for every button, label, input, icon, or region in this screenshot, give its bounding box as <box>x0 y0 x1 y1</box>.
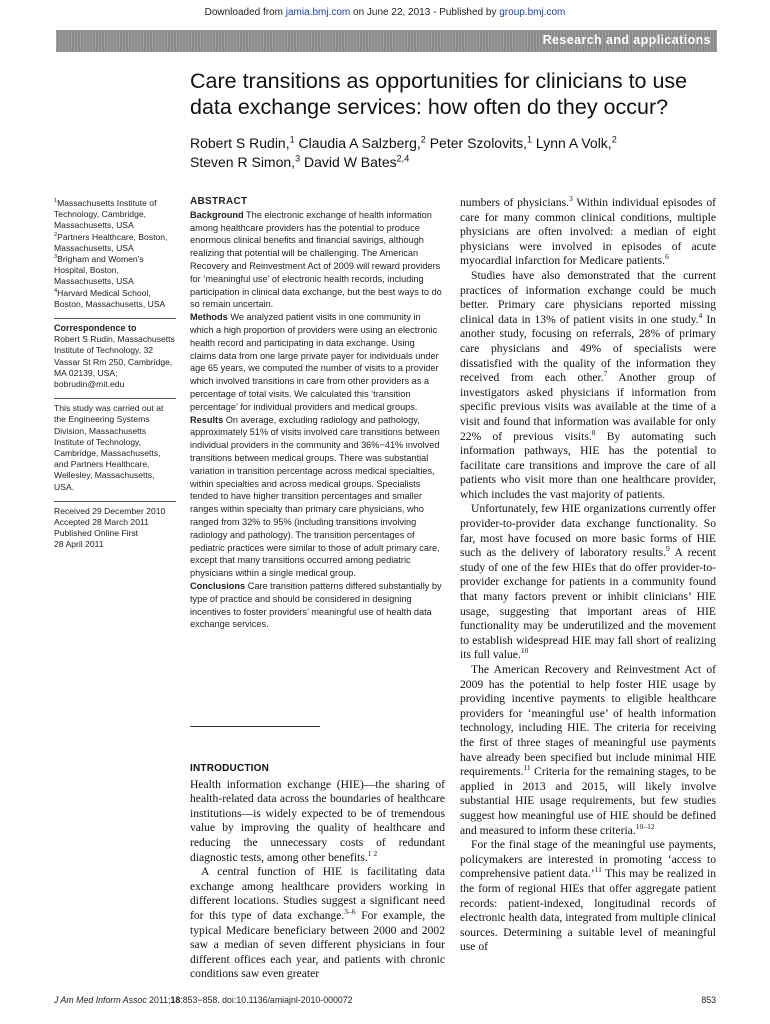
download-bar <box>0 7 770 18</box>
author-affil: 2 <box>420 134 426 145</box>
journal-pages-doi: :853−858. doi:10.1136/amiajnl-2010-000072 <box>180 995 353 1005</box>
correspondence-text: Robert S Rudin, Massachusetts Institute of Technology, 32 Vassar St Rm 250, Cambridge, MA 02139, USA; bobrudin@mit.edu <box>54 334 175 390</box>
affiliation: $^3$Brigham and Women's Hospital, Boston, Massachusetts, USA <box>54 254 144 287</box>
author-name: Lynn A Volk, <box>532 135 612 151</box>
author-line-1 <box>190 134 730 153</box>
author-name: Robert S Rudin, <box>190 135 290 151</box>
introduction-heading: INTRODUCTION <box>190 763 270 774</box>
study-note-block <box>54 398 176 493</box>
date-received: Received 29 December 2010 <box>54 505 166 516</box>
intro-paragraph: A central function of HIE is facilitating data exchange among healthcare providers working in different locations. Studies suggest a significant need for this type of data exchange.$^{3-6}$ For example, the typical Medicare beneficiary between 2000 and 2002 saw a median of seven different physicians in four different offices each year, and patients with chronic conditions saw even greater <box>190 865 446 981</box>
author-affil: 1 <box>526 134 533 145</box>
abstract-methods: Methods We analyzed patient visits in one community in which a high proportion of providers were using an electronic health record and participating in data exchange. Using claims data from one large private payer for individuals under age 65 years, we computed the number of visits to a provider which involved transitions in care from other providers as a percentage of total visits. We calculated this ‘transition percentage’ for individual providers and medical groups. <box>190 312 439 412</box>
body-paragraph: Unfortunately, few HIE organizations currently offer provider-to-provider data exchange functionality. So far, most have focused on more basic forms of HIE such as the delivery of laboratory results.$^9$ A recent study of one of the few HIEs that do offer provider-to-provider exchange for patients in a community found that many factors prevent or inhibit clinicians’ HIE usage, suggesting that important areas of HIE functionality may be underutilized and the movement to establish widespread HIE may fall short of realizing its full value.$^{10}$ <box>460 502 716 662</box>
abstract-heading: ABSTRACT <box>190 196 248 207</box>
author-affil: 2,4 <box>396 153 410 164</box>
date-accepted: Accepted 28 March 2011 <box>54 517 149 528</box>
section-band <box>56 30 717 52</box>
abstract <box>190 196 443 631</box>
abstract-conclusions: Conclusions Care transition patterns differed substantially by type of practice and should be considered in designing incentives to foster providers’ meaningful use of health data exchange services. <box>190 580 442 630</box>
body-paragraph: Studies have also demonstrated that the current practices of information exchange could be much better. Primary care physicians reported missing clinical data in 13% of patient visits in one study.$^4$ In another study, focusing on referrals, 28% of primary care physicians and 49% of specialists were dissatisfied with the quality of the information they received from each other.$^7$ Another group of investigators asked physicians if information from specific previous visits was available at the time of a visit and found that information was available for only 22% of previous visits.$^8$ By automating such information pathways, HIE has the potential to facilitate care transitions and improve the care of all patients who visit more than one healthcare provider, which includes the vast majority of patients. <box>460 268 716 501</box>
body-paragraph: For the final stage of the meaningful use payments, policymakers are interested in promoting ‘access to comprehensive patient data.’$^{11}$ This may be realized in the form of regional HIEs that offer aggregate patient records: patient-indexed, longitudinal records of electronic health data, integrated from multiple clinical sources. Determining a suitable level of meaningful use of <box>460 838 716 954</box>
abstract-results: Results On average, excluding radiology and pathology, approximately 51% of visits involved care transitions between individual providers in the community and 36%−41% involved transitions between medical groups. There was substantial variation in transition percentage across medical specialties, within specialties and across medical groups. Specialists tended to have higher transition percentages and smaller ranges within specialty than primary care physicians, who ranged from 32% to 95% (including transitions involving radiology and pathology). The transition percentages of pediatric practices were similar to those of adult primary care, except that many transitions occurred among pediatric physicians within a single medical group. <box>190 414 440 579</box>
publisher-link[interactable]: group.bmj.com <box>499 7 566 18</box>
dates-block <box>54 501 176 551</box>
author-affil: 2 <box>611 134 617 145</box>
abstract-divider <box>190 726 320 727</box>
journal-volume: 18 <box>170 995 181 1005</box>
affiliation: $^1$Massachusetts Institute of Technology, Cambridge, Massachusetts, USA <box>54 198 157 231</box>
date-published-label: Published Online First <box>54 528 139 539</box>
citation-footer: J Am Med Inform Assoc 2011;18:853−858. doi:10.1136/amiajnl-2010-000072 <box>54 995 353 1005</box>
affiliations-sidebar <box>54 198 176 551</box>
correspondence-heading: Correspondence to <box>54 323 137 334</box>
author-line-2 <box>190 153 730 172</box>
correspondence-block <box>54 318 176 390</box>
author-list <box>190 134 730 172</box>
author-name: David W Bates <box>300 154 397 170</box>
download-middle: on June 22, 2013 - Published by <box>350 7 500 18</box>
author-name: Peter Szolovits, <box>425 135 527 151</box>
download-prefix: Downloaded from <box>204 7 286 18</box>
article-title: Care transitions as opportunities for clinicians to use data exchange services: how often do they occur? <box>190 69 688 119</box>
author-name: Steven R Simon, <box>190 154 296 170</box>
body-right-column <box>460 196 716 955</box>
page-number: 853 <box>701 995 716 1005</box>
source-link[interactable]: jamia.bmj.com <box>285 7 351 18</box>
body-paragraph: The American Recovery and Reinvestment Act of 2009 has the potential to help foster HIE usage by providing incentive payments to eligible healthcare providers for ‘meaningful use’ of health information technology, including HIE. The criteria for receiving the first of three stages of meaningful use payments have already been specified but include minimal HIE requirements.$^{11}$ Criteria for the remaining stages, to be applied in 2013 and 2015, will likely involve substantial HIE usage requirements, but few studies suggest how meaningful use of HIE should be defined and measured to inform these criteria.$^{10-12}$ <box>460 663 716 837</box>
author-affil: 3 <box>295 153 301 164</box>
study-note: This study was carried out at the Engineering Systems Division, Massachusetts Institute of Technology, Cambridge, Massachusetts, and Partners Healthcare, Wellesley, Massachusetts, USA. <box>54 403 164 492</box>
author-affil: 1 <box>289 134 295 145</box>
journal-name: J Am Med Inform Assoc <box>54 995 147 1005</box>
affiliation: $^2$Partners Healthcare, Boston, Massachusetts, USA <box>54 231 168 253</box>
section-label: Research and applications <box>542 33 711 47</box>
author-name: Claudia A Salzberg, <box>294 135 421 151</box>
introduction <box>190 762 445 982</box>
body-paragraph: numbers of physicians.$^3$ Within individual episodes of care for many common clinical conditions, multiple physicians are often involved: a median of eight physicians were involved in episodes of acute myocardial infarction for Medicare patients.$^6$ <box>460 194 716 268</box>
affiliation: $^4$Harvard Medical School, Boston, Massachusetts, USA <box>54 287 166 309</box>
date-published: 28 April 2011 <box>54 539 104 550</box>
intro-paragraph: Health information exchange (HIE)—the sharing of health-related data across the boundaries of healthcare institutions—is widely expected to be of tremendous value by improving the quality of healthcare and reducing the unnecessary costs of redundant diagnostic tests, among other benefits.$^{1 2}$ <box>190 777 445 864</box>
abstract-background: Background The electronic exchange of health information among healthcare providers has the potential to produce enormous clinical benefits and financial savings, although realizing that potential will be challenging. The American Recovery and Reinvestment Act of 2009 will reward providers for ‘meaningful use’ of electronic health records, including participation in clinical data exchange, but the best ways to do so remain uncertain. <box>190 209 442 310</box>
